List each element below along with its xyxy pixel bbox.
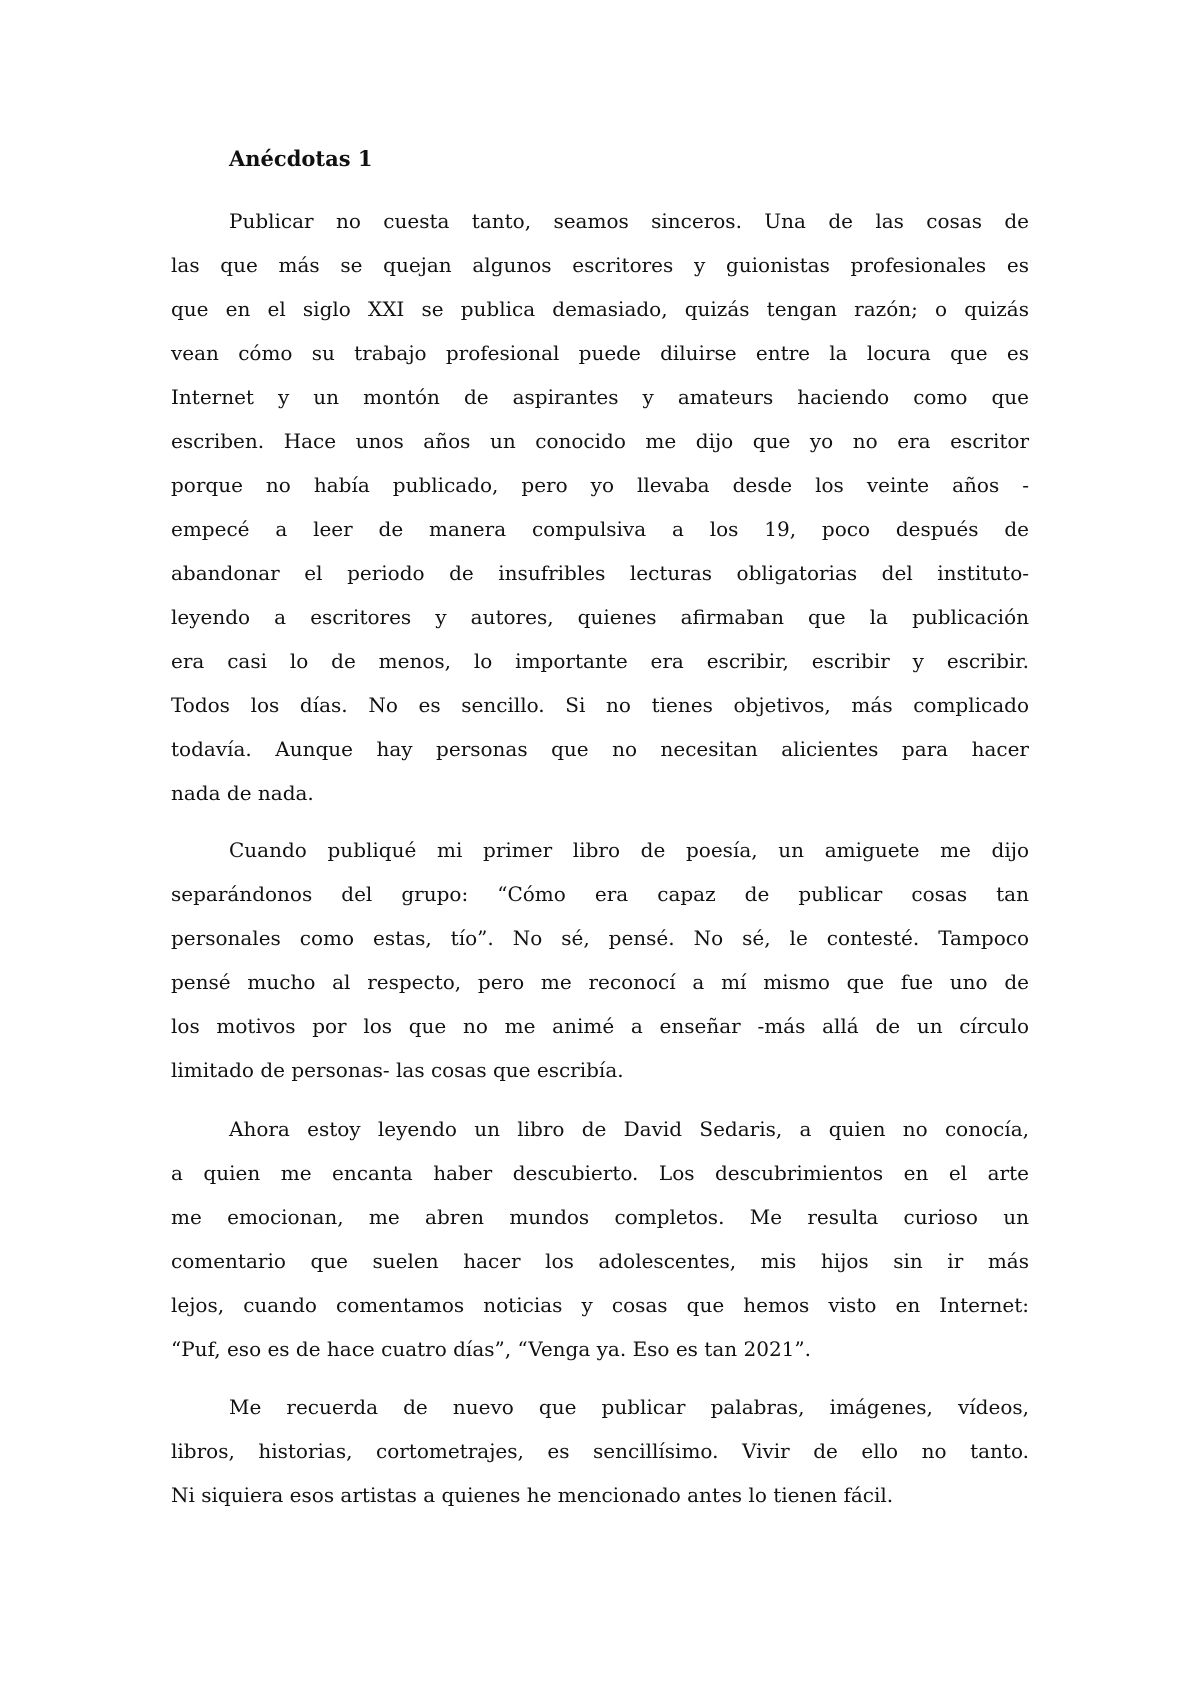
text-line: los motivos por los que no me animé a enseñar -más allá de un círculo (171, 1014, 1029, 1038)
text-line: personales como estas, tío”. No sé, pensé. No sé, le contesté. Tampoco (171, 926, 1029, 950)
paragraph (171, 199, 1029, 815)
text-line: Cuando publiqué mi primer libro de poesía, un amiguete me dijo (229, 838, 1029, 862)
text-line: Internet y un montón de aspirantes y amateurs haciendo como que (171, 385, 1029, 409)
text-line: a quien me encanta haber descubierto. Los descubrimientos en el arte (171, 1161, 1029, 1185)
text-line: libros, historias, cortometrajes, es sencillísimo. Vivir de ello no tanto. (171, 1439, 1029, 1463)
text-line: limitado de personas- las cosas que escribía. (171, 1058, 624, 1082)
text-line: porque no había publicado, pero yo llevaba desde los veinte años - (171, 473, 1029, 497)
text-line: Todos los días. No es sencillo. Si no tienes objetivos, más complicado (171, 693, 1029, 717)
text-line: separándonos del grupo: “Cómo era capaz de publicar cosas tan (171, 882, 1029, 906)
text-line: Publicar no cuesta tanto, seamos sinceros. Una de las cosas de (229, 209, 1029, 233)
text-line: escriben. Hace unos años un conocido me dijo que yo no era escritor (171, 429, 1029, 453)
text-line: era casi lo de menos, lo importante era escribir, escribir y escribir. (171, 649, 1029, 673)
paragraph (171, 1385, 1029, 1517)
text-line: me emocionan, me abren mundos completos. Me resulta curioso un (171, 1205, 1029, 1229)
text-line: “Puf, eso es de hace cuatro días”, “Venga ya. Eso es tan 2021”. (171, 1337, 811, 1361)
text-line: leyendo a escritores y autores, quienes afirmaban que la publicación (171, 605, 1029, 629)
paragraph (171, 828, 1029, 1092)
text-line: Ahora estoy leyendo un libro de David Sedaris, a quien no conocía, (229, 1117, 1029, 1141)
text-line: comentario que suelen hacer los adolescentes, mis hijos sin ir más (171, 1249, 1029, 1273)
text-line: Me recuerda de nuevo que publicar palabras, imágenes, vídeos, (229, 1395, 1029, 1419)
paragraph (171, 1107, 1029, 1371)
text-line: Ni siquiera esos artistas a quienes he mencionado antes lo tienen fácil. (171, 1483, 894, 1507)
text-line: vean cómo su trabajo profesional puede diluirse entre la locura que es (171, 341, 1029, 365)
text-line: pensé mucho al respecto, pero me reconocí a mí mismo que fue uno de (171, 970, 1029, 994)
text-line: empecé a leer de manera compulsiva a los 19, poco después de (171, 517, 1029, 541)
text-line: abandonar el periodo de insufribles lecturas obligatorias del instituto- (171, 561, 1029, 585)
text-line: que en el siglo XXI se publica demasiado, quizás tengan razón; o quizás (171, 297, 1029, 321)
section-heading: Anécdotas 1 (229, 146, 373, 171)
text-line: todavía. Aunque hay personas que no necesitan alicientes para hacer (171, 737, 1029, 761)
text-line: nada de nada. (171, 781, 314, 805)
text-line: las que más se quejan algunos escritores y guionistas profesionales es (171, 253, 1029, 277)
text-line: lejos, cuando comentamos noticias y cosas que hemos visto en Internet: (171, 1293, 1029, 1317)
